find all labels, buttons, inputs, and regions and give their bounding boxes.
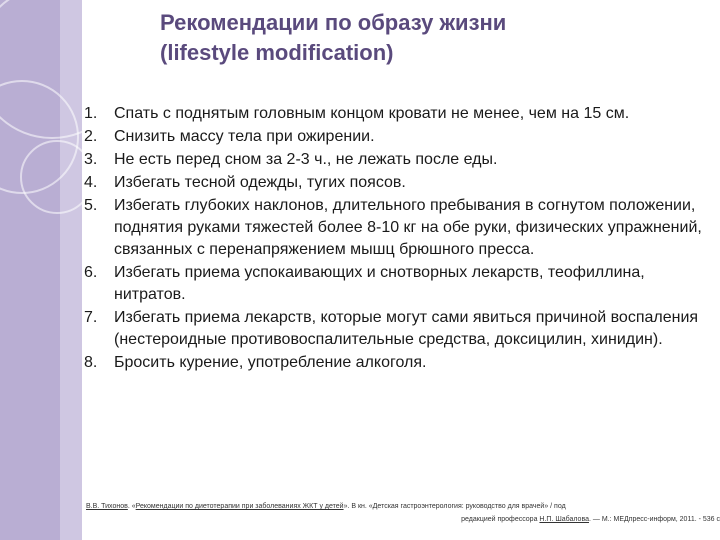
item-number: 2. [84, 128, 98, 145]
item-text: Избегать приема успокаивающих и снотворных лекарств, теофиллина, нитратов. [114, 264, 645, 303]
item-text: Избегать тесной одежды, тугих поясов. [114, 174, 406, 191]
item-number: 4. [84, 174, 98, 191]
item-text: Снизить массу тела при ожирении. [114, 128, 375, 145]
item-text: Избегать глубоких наклонов, длительного пребывания в согнутом положении, поднятия руками тяжестей более 8-10 кг на обе руки, физических упражнений, связанных с перенапряжением мышц брюшного пресса. [114, 197, 702, 258]
title-line-2: (lifestyle modification) [160, 40, 394, 65]
citation-line-1 [86, 500, 720, 513]
list-item [84, 149, 710, 171]
citation-separator: . « [127, 503, 136, 510]
item-number: 5. [84, 197, 98, 214]
item-number: 1. [84, 105, 98, 122]
article-title-link[interactable]: Рекомендации по диетотерапии при заболеваниях ЖКТ у детей [135, 503, 344, 510]
citation-book: ». В кн. «Детская гастроэнтерология: руководство для врачей» / под [343, 503, 566, 510]
recommendation-list [84, 103, 710, 375]
author-link[interactable]: В.В. Тихонов [86, 503, 128, 510]
list-item [84, 103, 710, 125]
citation-line-2 [86, 513, 720, 526]
item-number: 8. [84, 354, 98, 371]
item-number: 7. [84, 309, 98, 326]
citation-publisher: . — М.: МЕДпресс-информ, 2011. - 536 с [588, 516, 720, 523]
list-item [84, 195, 710, 261]
item-text: Не есть перед сном за 2-3 ч., не лежать после еды. [114, 151, 498, 168]
citation-editor-prefix: редакцией профессора [461, 516, 540, 523]
title-line-1: Рекомендации по образу жизни [160, 10, 507, 35]
editor-link[interactable]: Н.П. Шабалова [539, 516, 589, 523]
list-item [84, 307, 710, 351]
slide-title [160, 8, 506, 68]
item-text: Спать с поднятым головным концом кровати не менее, чем на 15 см. [114, 105, 630, 122]
source-citation [86, 500, 720, 526]
list-item [84, 262, 710, 306]
item-number: 3. [84, 151, 98, 168]
list-item [84, 126, 710, 148]
item-text: Избегать приема лекарств, которые могут сами явиться причиной воспаления (нестероидные противовоспалительные средства, доксицилин, хинидин). [114, 309, 699, 348]
decorative-side-band [0, 0, 82, 540]
item-number: 6. [84, 264, 98, 281]
decorative-circle [20, 140, 82, 214]
list-item [84, 352, 710, 374]
list-item [84, 172, 710, 194]
item-text: Бросить курение, употребление алкоголя. [114, 354, 427, 371]
